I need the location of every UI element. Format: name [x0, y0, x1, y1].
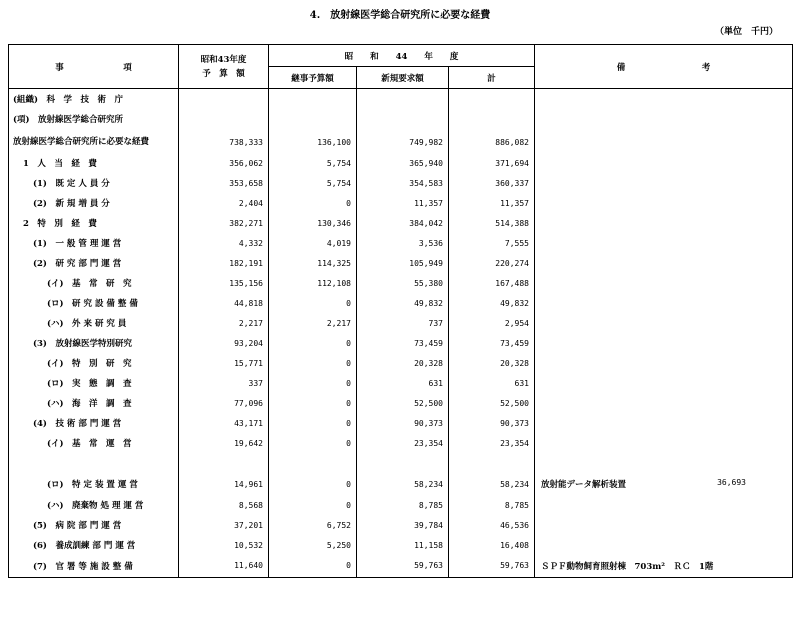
- row-label: (4) 技 術 部 門 運 営: [9, 413, 179, 433]
- cell-new: 8,785: [357, 495, 449, 515]
- cell-total: 58,234: [449, 473, 535, 495]
- cell-total: 514,388: [449, 213, 535, 233]
- cell-total: 220,274: [449, 253, 535, 273]
- cell-note: [535, 109, 793, 131]
- cell-total: 16,408: [449, 535, 535, 555]
- cell-total: 52,500: [449, 393, 535, 413]
- table-row: [9, 273, 793, 293]
- cell-new: 749,982: [357, 131, 449, 153]
- cell-total: [449, 453, 535, 473]
- cell-prev: 2,404: [179, 193, 269, 213]
- cell-prev: 182,191: [179, 253, 269, 273]
- cell-new: 737: [357, 313, 449, 333]
- table-row: [9, 109, 793, 131]
- cell-new: [357, 89, 449, 110]
- cell-note: [535, 373, 793, 393]
- cell-prev: 93,204: [179, 333, 269, 353]
- cell-total: 167,488: [449, 273, 535, 293]
- table-row: [9, 131, 793, 153]
- cell-total: 90,373: [449, 413, 535, 433]
- cell-prev: [179, 453, 269, 473]
- table-row: [9, 515, 793, 535]
- cell-new: 20,328: [357, 353, 449, 373]
- table-row: [9, 495, 793, 515]
- cell-base: 5,754: [269, 173, 357, 193]
- table-row: [9, 413, 793, 433]
- cell-note: [535, 433, 793, 453]
- cell-total: 360,337: [449, 173, 535, 193]
- cell-note: [535, 233, 793, 253]
- row-label: (組織) 科 学 技 術 庁: [9, 89, 179, 110]
- cell-total: 49,832: [449, 293, 535, 313]
- cell-total: 8,785: [449, 495, 535, 515]
- table-row: [9, 253, 793, 273]
- cell-base: 112,108: [269, 273, 357, 293]
- cell-total: [449, 109, 535, 131]
- note-text: 放射能データ解析装置: [541, 480, 627, 490]
- cell-note: [535, 453, 793, 473]
- cell-new: 105,949: [357, 253, 449, 273]
- cell-base: 6,752: [269, 515, 357, 535]
- budget-table: [8, 44, 793, 578]
- cell-prev: 11,640: [179, 555, 269, 577]
- cell-prev: 77,096: [179, 393, 269, 413]
- cell-new: 39,784: [357, 515, 449, 535]
- row-label: (項) 放射線医学総合研究所: [9, 109, 179, 131]
- header-prev-budget: 昭和43年度 予 算 額: [179, 45, 269, 89]
- cell-base: 136,100: [269, 131, 357, 153]
- row-label: (イ) 基 常 研 究: [9, 273, 179, 293]
- cell-base: [269, 109, 357, 131]
- cell-base: 0: [269, 393, 357, 413]
- cell-base: 5,250: [269, 535, 357, 555]
- cell-note: [535, 89, 793, 110]
- cell-new: 11,158: [357, 535, 449, 555]
- header-note: 備 考: [535, 45, 793, 89]
- header-item: 事 項: [9, 45, 179, 89]
- cell-note: [535, 213, 793, 233]
- cell-prev: 4,332: [179, 233, 269, 253]
- table-row: [9, 555, 793, 577]
- cell-base: 0: [269, 413, 357, 433]
- row-label: (ロ) 実 態 調 査: [9, 373, 179, 393]
- cell-note: [535, 353, 793, 373]
- cell-new: 90,373: [357, 413, 449, 433]
- cell-base: 0: [269, 373, 357, 393]
- cell-prev: 15,771: [179, 353, 269, 373]
- cell-prev: 19,642: [179, 433, 269, 453]
- cell-note: [535, 131, 793, 153]
- row-label: (5) 病 院 部 門 運 営: [9, 515, 179, 535]
- cell-prev: [179, 109, 269, 131]
- table-row: [9, 89, 793, 110]
- cell-prev: 337: [179, 373, 269, 393]
- cell-total: [449, 89, 535, 110]
- cell-new: 354,583: [357, 173, 449, 193]
- row-label: (ハ) 廃棄物 処 理 運 営: [9, 495, 179, 515]
- row-label: (3) 放射線医学特別研究: [9, 333, 179, 353]
- row-label: (1) 既 定 人 員 分: [9, 173, 179, 193]
- row-label: (イ) 基 常 運 営: [9, 433, 179, 453]
- cell-note: [535, 555, 793, 577]
- cell-base: 0: [269, 293, 357, 313]
- table-row: [9, 353, 793, 373]
- table-row: [9, 153, 793, 173]
- cell-note: [535, 153, 793, 173]
- note-text: ＳＰＦ動物飼育照射棟 703m² ＲＣ 1階: [541, 561, 714, 572]
- cell-note: [535, 393, 793, 413]
- row-label: 2 特 別 経 費: [9, 213, 179, 233]
- cell-note: [535, 313, 793, 333]
- row-label: (2) 新 規 増 員 分: [9, 193, 179, 213]
- cell-prev: 8,568: [179, 495, 269, 515]
- table-row: [9, 473, 793, 495]
- cell-base: 0: [269, 433, 357, 453]
- cell-base: 0: [269, 555, 357, 577]
- cell-base: [269, 453, 357, 473]
- cell-new: 49,832: [357, 293, 449, 313]
- unit-label: （単位 千円）: [714, 27, 778, 37]
- cell-total: 23,354: [449, 433, 535, 453]
- cell-new: 365,940: [357, 153, 449, 173]
- table-row: [9, 333, 793, 353]
- cell-note: [535, 413, 793, 433]
- cell-base: 4,019: [269, 233, 357, 253]
- cell-total: 59,763: [449, 555, 535, 577]
- cell-prev: 2,217: [179, 313, 269, 333]
- cell-new: 58,234: [357, 473, 449, 495]
- table-row: [9, 453, 793, 473]
- table-row: [9, 535, 793, 555]
- table-row: [9, 193, 793, 213]
- cell-total: 46,536: [449, 515, 535, 535]
- table-row: [9, 233, 793, 253]
- cell-base: 114,325: [269, 253, 357, 273]
- page-title: 4. 放射線医学総合研究所に必要な経費: [309, 10, 491, 21]
- row-label: (6) 養成訓練 部 門 運 営: [9, 535, 179, 555]
- row-label: [9, 453, 179, 473]
- row-label: (ハ) 海 洋 調 査: [9, 393, 179, 413]
- table-row: [9, 393, 793, 413]
- cell-base: 0: [269, 353, 357, 373]
- cell-total: 886,082: [449, 131, 535, 153]
- cell-new: [357, 453, 449, 473]
- cell-new: 23,354: [357, 433, 449, 453]
- cell-note: [535, 333, 793, 353]
- row-label: (イ) 特 別 研 究: [9, 353, 179, 373]
- cell-new: 384,042: [357, 213, 449, 233]
- table-row: [9, 313, 793, 333]
- cell-total: 20,328: [449, 353, 535, 373]
- cell-new: 3,536: [357, 233, 449, 253]
- cell-prev: [179, 89, 269, 110]
- cell-prev: 44,818: [179, 293, 269, 313]
- cell-note: [535, 173, 793, 193]
- cell-base: 0: [269, 333, 357, 353]
- cell-base: 0: [269, 193, 357, 213]
- cell-base: 0: [269, 473, 357, 495]
- header-new: 新規要求額: [357, 67, 449, 89]
- table-row: [9, 173, 793, 193]
- row-label: 1 人 当 経 費: [9, 153, 179, 173]
- header-year-44: 昭 和 44 年 度: [269, 45, 535, 67]
- cell-note: [535, 293, 793, 313]
- note-amount: 36,693: [717, 478, 746, 487]
- cell-note: [535, 273, 793, 293]
- row-label: (2) 研 究 部 門 運 営: [9, 253, 179, 273]
- table-row: [9, 213, 793, 233]
- cell-prev: 738,333: [179, 131, 269, 153]
- cell-base: 130,346: [269, 213, 357, 233]
- cell-prev: 356,062: [179, 153, 269, 173]
- header-base: 継事予算額: [269, 67, 357, 89]
- row-label: (ハ) 外 来 研 究 員: [9, 313, 179, 333]
- row-label: (1) 一 般 管 理 運 営: [9, 233, 179, 253]
- cell-prev: 10,532: [179, 535, 269, 555]
- cell-prev: 37,201: [179, 515, 269, 535]
- header-total: 計: [449, 67, 535, 89]
- row-label: 放射線医学総合研究所に必要な経費: [9, 131, 179, 153]
- cell-new: 73,459: [357, 333, 449, 353]
- cell-prev: 14,961: [179, 473, 269, 495]
- cell-base: [269, 89, 357, 110]
- cell-new: [357, 109, 449, 131]
- table-row: [9, 433, 793, 453]
- cell-base: 5,754: [269, 153, 357, 173]
- cell-new: 52,500: [357, 393, 449, 413]
- cell-new: 55,380: [357, 273, 449, 293]
- cell-note: [535, 473, 793, 495]
- cell-note: [535, 193, 793, 213]
- cell-prev: 353,658: [179, 173, 269, 193]
- cell-prev: 43,171: [179, 413, 269, 433]
- cell-new: 11,357: [357, 193, 449, 213]
- cell-prev: 135,156: [179, 273, 269, 293]
- cell-base: 0: [269, 495, 357, 515]
- cell-total: 631: [449, 373, 535, 393]
- row-label: (ロ) 特 定 装 置 運 営: [9, 473, 179, 495]
- cell-note: [535, 535, 793, 555]
- cell-total: 11,357: [449, 193, 535, 213]
- cell-new: 59,763: [357, 555, 449, 577]
- cell-note: [535, 495, 793, 515]
- table-row: [9, 293, 793, 313]
- cell-total: 7,555: [449, 233, 535, 253]
- row-label: (7) 官 署 等 施 設 整 備: [9, 555, 179, 577]
- cell-total: 371,694: [449, 153, 535, 173]
- row-label: (ロ) 研 究 設 備 整 備: [9, 293, 179, 313]
- cell-total: 2,954: [449, 313, 535, 333]
- table-row: [9, 373, 793, 393]
- cell-note: [535, 253, 793, 273]
- cell-base: 2,217: [269, 313, 357, 333]
- cell-new: 631: [357, 373, 449, 393]
- cell-total: 73,459: [449, 333, 535, 353]
- cell-prev: 382,271: [179, 213, 269, 233]
- cell-note: [535, 515, 793, 535]
